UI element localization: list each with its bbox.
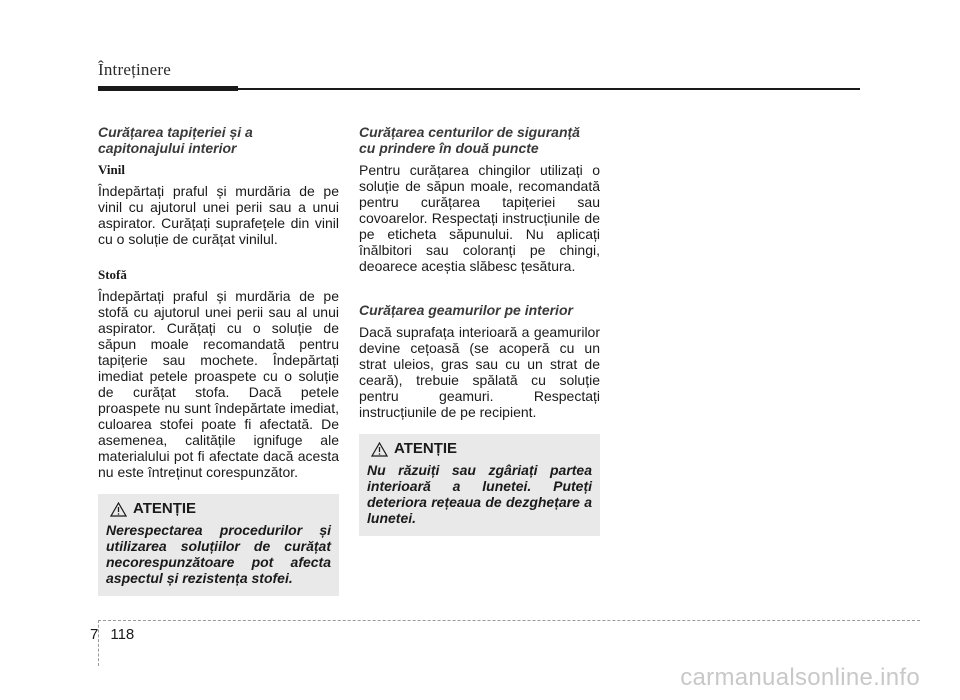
- caution-text: Nerespectarea procedurilor și utilizarea soluțiilor de curățat necorespunzătoare pot afecta aspectul și rezistența stofei.: [106, 522, 331, 586]
- watermark: carmanualsonline.info: [680, 664, 920, 691]
- header-rule-thin: [238, 88, 860, 90]
- caution-box-windows: [359, 434, 600, 536]
- paragraph-fabric: Îndepărtați praful și murdăria de pe stofă cu ajutorul unei perii sau al unui aspirator. Curățați cu o soluție de săpun moale recomandată pentru tapițerie sau mochete. Îndepărtați imediat petele proaspete cu o soluție de curățat stofa. Dacă petele proaspete nu sunt îndepărtate imediat, culoarea stofei poate fi afectată. De asemenea, calitățile ignifuge ale materialului pot fi afectate dacă acesta nu este întreținut corespunzător.: [98, 288, 339, 480]
- caution-header: [110, 500, 331, 518]
- subheading-fabric: Stofă: [98, 267, 127, 282]
- page-header-title: Întreținere: [98, 60, 171, 79]
- warning-triangle-icon: [371, 442, 388, 457]
- warning-triangle-icon: [110, 502, 127, 517]
- page-number: [90, 626, 134, 643]
- section-heading-seat-belts: Curățarea centurilor de siguranță cu prindere în două puncte: [359, 124, 580, 156]
- caution-title: ATENȚIE: [133, 500, 197, 517]
- header-rule-thick: [98, 86, 238, 91]
- paragraph-seat-belts: Pentru curățarea chingilor utilizați o soluție de săpun moale, recomandată pentru curățarea tapițeriei sau covoarelor. Respectați instrucțiunile de pe eticheta săpunului. Nu aplicați înălbitori sau coloranți pe chingi, deoarece aceștia slăbesc țesătura.: [359, 162, 600, 274]
- caution-header: [371, 440, 592, 458]
- chapter-number: 7: [90, 626, 99, 643]
- paragraph-windows: Dacă suprafața interioară a geamurilor devine cețoasă (se acoperă cu un strat uleios, gras sau cu un strat de ceară), trebuie spălată cu soluție pentru geamuri. Respectați instrucțiunile de pe recipient.: [359, 324, 600, 420]
- page-number-value: 118: [110, 626, 135, 643]
- footer-rule: [98, 620, 920, 621]
- subheading-vinyl: Vinil: [98, 162, 125, 177]
- caution-text: Nu răzuiți sau zgâriați partea interioară a lunetei. Puteți deteriora rețeaua de dezghețare a lunetei.: [367, 462, 592, 526]
- caution-title: ATENȚIE: [394, 440, 458, 457]
- section-heading-windows: Curățarea geamurilor pe interior: [359, 302, 573, 318]
- caution-box-fabric: [98, 494, 339, 596]
- left-column: [98, 124, 339, 596]
- right-column: [359, 124, 600, 536]
- section-heading-upholstery: Curățarea tapițeriei și a capitonajului interior: [98, 124, 253, 156]
- paragraph-vinyl: Îndepărtați praful și murdăria de pe vinil cu ajutorul unei perii sau a unui aspirator. Curățați suprafețele din vinil cu o soluție de curățat vinilul.: [98, 183, 339, 247]
